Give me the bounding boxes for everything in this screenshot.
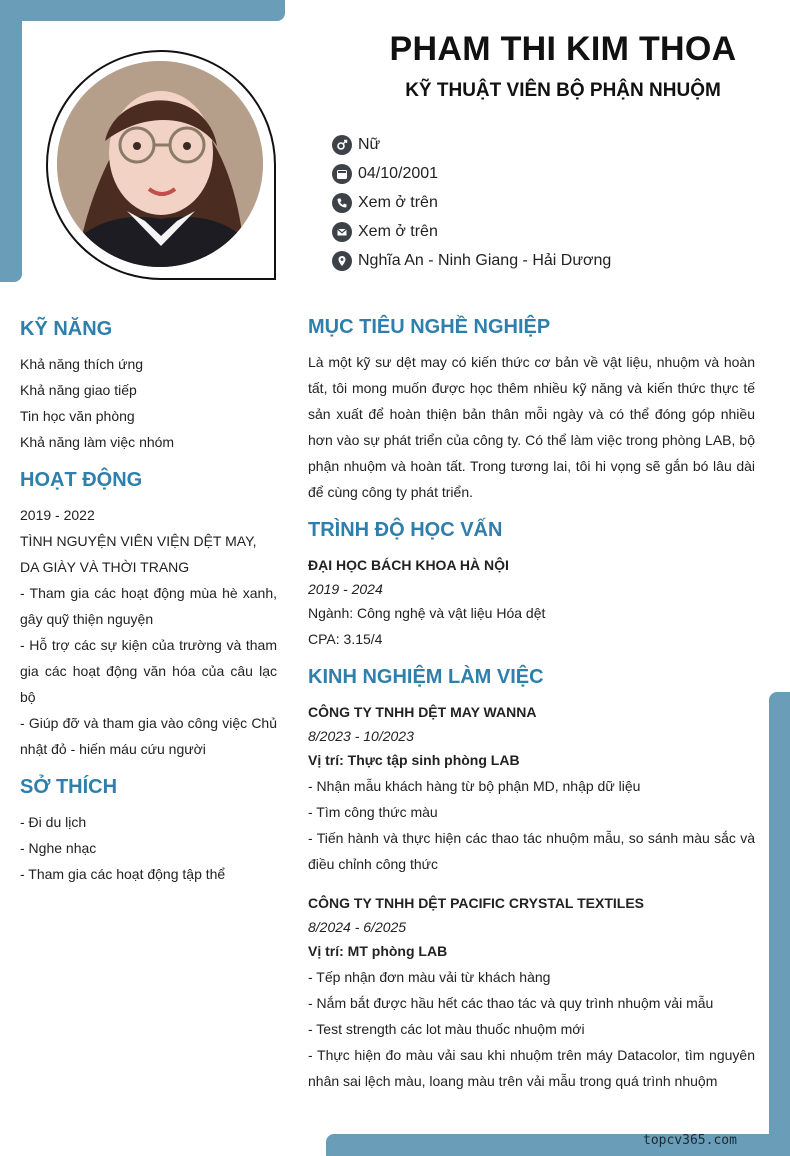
education-title: TRÌNH ĐỘ HỌC VẤN [308, 519, 503, 541]
experience-title: KINH NGHIỆM LÀM VIỆC [308, 666, 544, 688]
job-period: 8/2023 - 10/2023 [308, 728, 414, 744]
info-address [332, 246, 611, 275]
job-duty: - Tìm công thức màu [308, 804, 438, 820]
education-major: Ngành: Công nghệ và vật liệu Hóa dệt [308, 605, 546, 621]
skill-item: Tin học văn phòng [20, 408, 135, 424]
right-column [308, 316, 755, 1094]
education-school: ĐẠI HỌC BÁCH KHOA HÀ NỘI [308, 557, 509, 573]
activity-item: - Hỗ trợ các sự kiện của trường và tham gia các hoạt động văn hóa của câu lạc bộ [20, 637, 277, 705]
activities-title: HOẠT ĐỘNG [20, 469, 143, 491]
skill-item: Khả năng giao tiếp [20, 382, 137, 398]
skill-item: Khả năng thích ứng [20, 356, 144, 372]
education-period: 2019 - 2024 [308, 581, 383, 597]
activity-item: - Tham gia các hoạt động mùa hè xanh, gây quỹ thiện nguyện [20, 585, 277, 627]
job-entry [308, 890, 755, 1094]
candidate-name: PHAM THI KIM THOA [389, 30, 737, 68]
job-duty: - Thực hiện đo màu vải sau khi nhuộm trên máy Datacolor, tìm nguyên nhân sai lệch màu, loang màu trên vải mẫu trong quá trình nhuộm [308, 1047, 755, 1089]
email-icon [332, 222, 352, 242]
job-period: 8/2024 - 6/2025 [308, 919, 407, 935]
job-position: Vị trí: MT phòng LAB [308, 943, 448, 959]
contact-info [332, 130, 611, 275]
info-birthdate-text: 04/10/2001 [358, 164, 439, 182]
objective-title: MỤC TIÊU NGHỀ NGHIỆP [308, 316, 551, 338]
hobbies-title: SỞ THÍCH [20, 776, 118, 798]
profile-photo [57, 61, 263, 267]
decor-bar-right [769, 692, 790, 1156]
info-birthdate [332, 159, 611, 188]
phone-icon [332, 193, 352, 213]
info-email-text: Xem ở trên [358, 222, 438, 240]
activity-item: - Giúp đỡ và tham gia vào công việc Chủ nhật đỏ - hiến máu cứu người [20, 715, 277, 757]
info-phone-text: Xem ở trên [358, 193, 438, 211]
decor-bar-top [0, 0, 285, 21]
skill-item: Khả năng làm việc nhóm [20, 434, 175, 450]
job-duty: - Tiến hành và thực hiện các thao tác nhuộm mẫu, so sánh màu sắc và điều chỉnh công thức [308, 830, 755, 872]
job-company: CÔNG TY TNHH DỆT MAY WANNA [308, 704, 537, 720]
job-duty: - Nhận mẫu khách hàng từ bộ phận MD, nhập dữ liệu [308, 778, 641, 794]
skills-title: KỸ NĂNG [20, 318, 113, 340]
job-company: CÔNG TY TNHH DỆT PACIFIC CRYSTAL TEXTILES [308, 895, 645, 911]
info-gender-text: Nữ [358, 135, 381, 153]
job-title: KỸ THUẬT VIÊN BỘ PHẬN NHUỘM [405, 80, 721, 101]
hobby-item: - Đi du lịch [20, 814, 87, 830]
hobby-item: - Nghe nhạc [20, 840, 97, 856]
calendar-icon [332, 164, 352, 184]
activities-period: 2019 - 2022 [20, 507, 95, 523]
job-position: Vị trí: Thực tập sinh phòng LAB [308, 752, 520, 768]
left-column [20, 318, 277, 887]
location-icon [332, 251, 352, 271]
gender-icon [332, 135, 352, 155]
info-gender [332, 130, 611, 159]
education-cpa: CPA: 3.15/4 [308, 631, 383, 647]
job-entry [308, 699, 755, 877]
activities-org: TÌNH NGUYỆN VIÊN VIỆN DỆT MAY, DA GIÀY VÀ THỜI TRANG [20, 533, 257, 575]
info-email [332, 217, 611, 246]
job-duty: - Nắm bắt được hầu hết các thao tác và quy trình nhuộm vải mẫu [308, 995, 714, 1011]
objective-text: Là một kỹ sư dệt may có kiến thức cơ bản về vật liệu, nhuộm và hoàn tất, tôi mong muốn được học thêm nhiều kỹ năng và kiến thức thực tế sản xuất để hoàn thiện bản thân mỗi ngày và có thể đóng góp nhiều hơn vào sự phát triển của công ty. Có thể làm việc trong phòng LAB, bộ phận nhuộm và hoàn tất. Trong tương lai, tôi hi vọng sẽ gắn bó lâu dài để cùng công ty phát triển. [308, 354, 755, 500]
watermark: topcv365.com [643, 1133, 737, 1148]
info-address-text: Nghĩa An - Ninh Giang - Hải Dương [358, 251, 612, 269]
hobby-item: - Tham gia các hoạt động tập thể [20, 866, 226, 882]
job-duty: - Test strength các lot màu thuốc nhuộm mới [308, 1021, 585, 1037]
decor-bar-left [0, 0, 22, 282]
job-duty: - Tếp nhận đơn màu vải từ khách hàng [308, 969, 551, 985]
info-phone [332, 188, 611, 217]
